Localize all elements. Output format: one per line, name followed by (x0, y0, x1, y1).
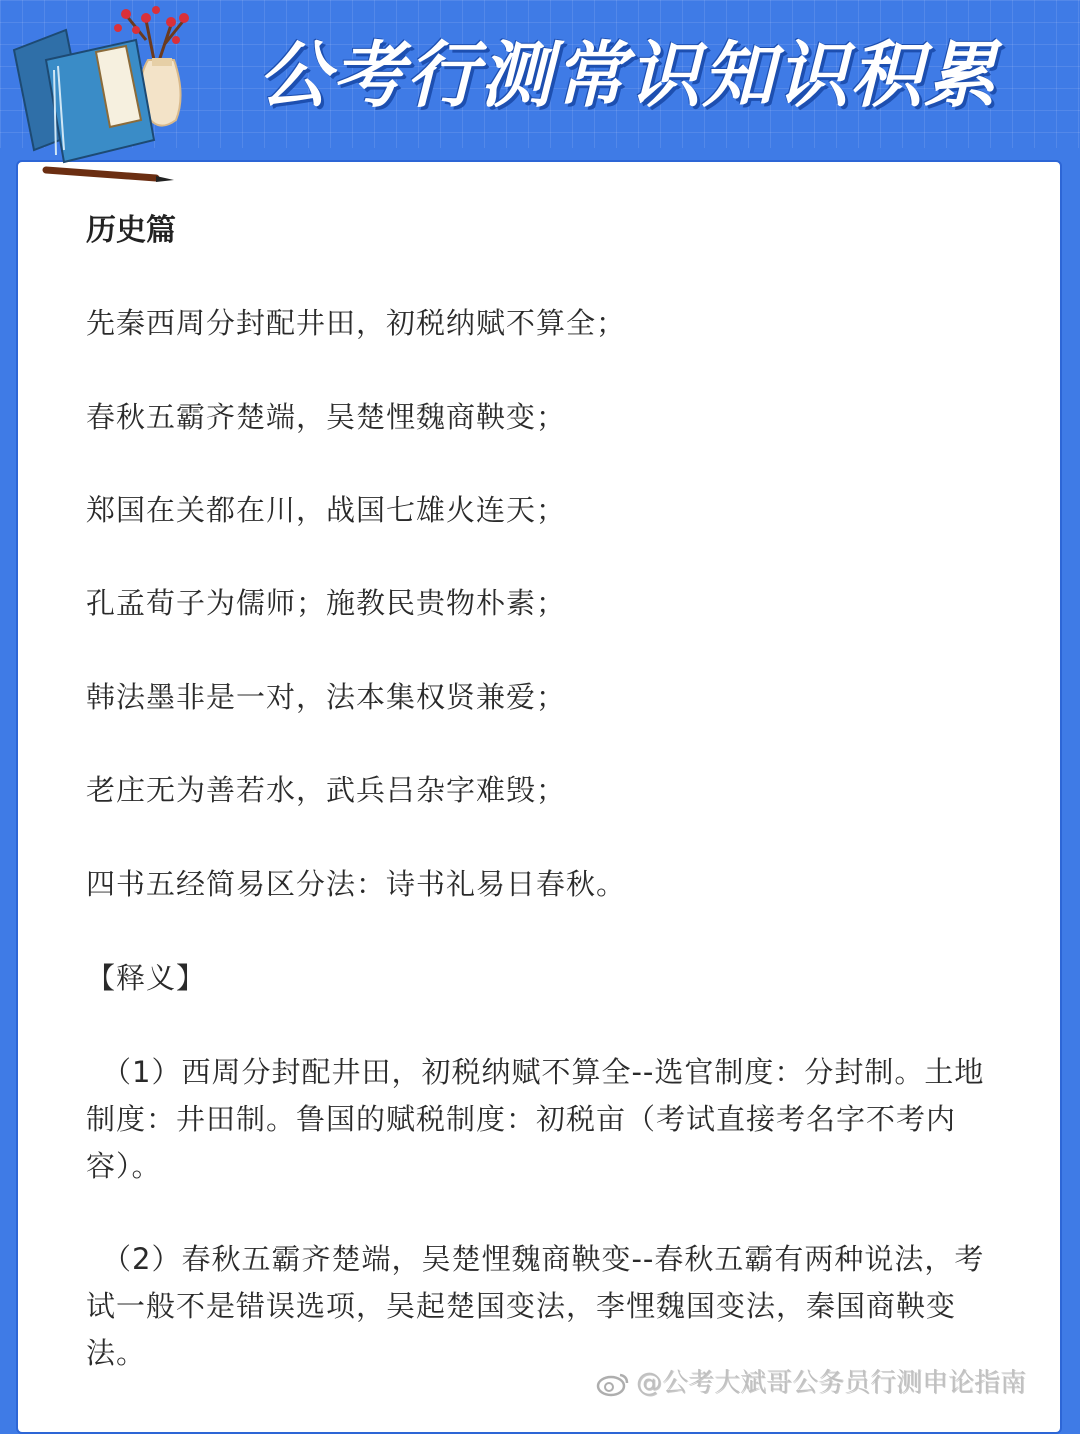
verse-line: 韩法墨非是一对，法本集权贤兼爱； (86, 680, 567, 714)
weibo-icon (596, 1371, 630, 1397)
verse-line: 四书五经简易区分法：诗书礼易日春秋。 (86, 867, 627, 901)
watermark-text: @公考大斌哥公务员行测申论指南 (636, 1368, 1027, 1398)
section-title: 历史篇 (86, 213, 176, 248)
explain-heading: 【释义】 (86, 961, 207, 995)
explanation-paragraph: （1）西周分封配井田，初税纳赋不算全--选官制度：分封制。土地制度：井田制。鲁国的赋税制度：初税亩（考试直接考名字不考内容）。 (86, 1055, 985, 1183)
watermark (596, 1362, 1076, 1404)
verse-line: 郑国在关都在川，战国七雄火连天； (86, 493, 567, 527)
page-title: 公考行测常识知识积累 (258, 33, 999, 117)
explanation-paragraph: （2）春秋五霸齐楚端，吴楚悝魏商鞅变--春秋五霸有两种说法，考试一般不是错误选项，吴起楚国变法，李悝魏国变法，秦国商鞅变法。 (86, 1242, 985, 1370)
verse-line: 先秦西周分封配井田，初税纳赋不算全； (86, 306, 627, 340)
book-decoration-icon (6, 0, 206, 190)
verse-line: 春秋五霸齐楚端，吴楚悝魏商鞅变； (86, 400, 567, 434)
verse-line: 孔孟荀子为儒师；施教民贵物朴素； (86, 586, 567, 620)
verse-line: 老庄无为善若水，武兵吕杂字难毁； (86, 773, 567, 807)
